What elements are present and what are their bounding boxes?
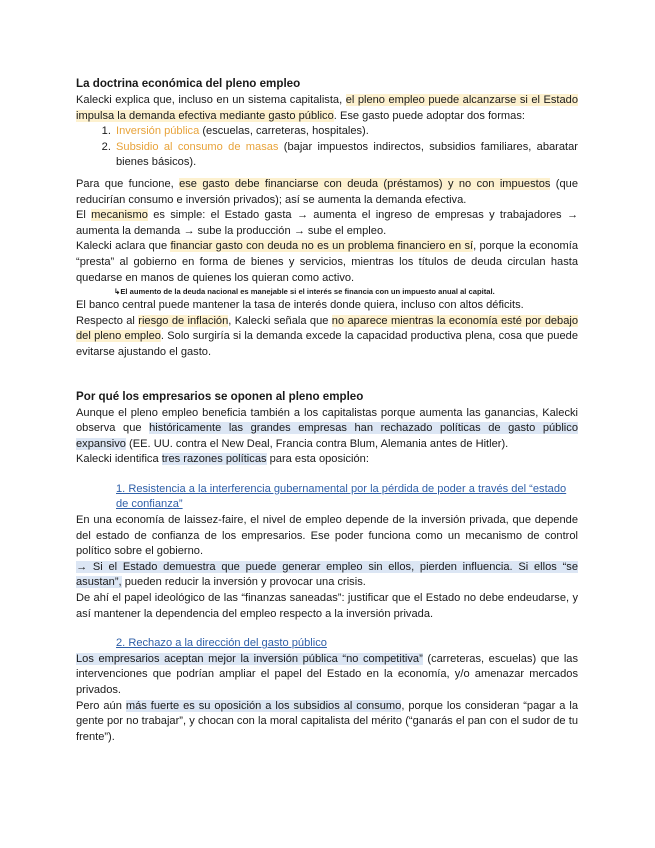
section-full-employment-doctrine	[76, 76, 578, 361]
paragraph: Kalecki explica que, incluso en un sistema capitalista, el pleno empleo puede alcanzarse si el Estado impulsa la demanda efectiva mediante gasto público. Ese gasto puede adoptar dos formas:	[76, 94, 578, 122]
list-item: 2. Subsidio al consumo de masas (bajar impuestos indirectos, subsidios familiares, abaratar bienes básicos).	[114, 140, 578, 171]
highlight: mecanismo	[91, 209, 148, 222]
subheading-link[interactable]: 2. Rechazo a la dirección del gasto público	[116, 637, 327, 650]
highlight: → Si el Estado demuestra que puede generar empleo sin ellos, pierden influencia. Si ellos “se asustan”,	[76, 560, 578, 589]
paragraph: → Si el Estado demuestra que puede generar empleo sin ellos, pierden influencia. Si ellos “se asustan”, pueden reducir la inversión y provocar una crisis.	[76, 560, 578, 589]
highlight: más fuerte es su oposición a los subsidios al consumo	[125, 699, 402, 712]
highlight: financiar gasto con deuda no es un problema financiero en sí	[170, 240, 474, 253]
paragraph: Kalecki identifica tres razones políticas para esta oposición:	[76, 453, 369, 466]
paragraph: Aunque el pleno empleo beneficia también a los capitalistas porque aumenta las ganancias, Kalecki observa que históricamente las grandes empresas han rechazado políticas de gasto público expansivo (EE. UU. contra el New Deal, Francia contra Blum, Alemania antes de Hitler).	[76, 406, 578, 450]
highlight: no aparece mientras la economía esté por debajo del pleno empleo	[76, 314, 579, 343]
section-title: La doctrina económica del pleno empleo	[76, 77, 301, 90]
highlight: ese gasto debe financiarse con deuda (préstamos) y no con impuestos	[179, 177, 551, 190]
paragraph: Respecto al riesgo de inflación, Kalecki señala que no aparece mientras la economía esté por debajo del pleno empleo. Solo surgiría si la demanda excede la capacidad productiva plena, cosa que puede evitarse ajustando el gasto.	[76, 314, 579, 358]
spending-forms-list	[76, 124, 578, 171]
section-business-opposition	[76, 389, 578, 746]
paragraph: Kalecki aclara que financiar gasto con deuda no es un problema financiero en sí, porque la economía “presta” al gobierno en forma de bienes y servicios, mientras los títulos de deuda circulan hasta quedarse en manos de quienes los quieran como activo.	[76, 240, 578, 284]
subheading-link[interactable]: 1. Resistencia a la interferencia gubernamental por la pérdida de poder a través del “estado de confianza”	[116, 482, 567, 511]
paragraph: De ahí el papel ideológico de las “finanzas saneadas”: justificar que el Estado no debe endeudarse, y así mantener la dependencia del empleo respecto a la inversión privada.	[76, 592, 578, 620]
paragraph: En una economía de laissez-faire, el nivel de empleo depende de la inversión privada, que depende del estado de confianza de los empresarios. Ese poder funciona como un mecanismo de control político sobre el gobierno.	[76, 514, 578, 558]
highlight: el pleno empleo puede alcanzarse si el Estado impulsa la demanda efectiva mediante gasto público	[76, 94, 578, 122]
footnote: ↳El aumento de la deuda nacional es manejable si el interés se financia con un impuesto anual al capital.	[114, 287, 495, 297]
highlight: Los empresarios aceptan mejor la inversión pública “no competitiva”	[76, 652, 423, 665]
highlight: riesgo de inflación	[138, 314, 229, 327]
paragraph: Pero aún más fuerte es su oposición a los subsidios al consumo, porque los consideran “pagar a la gente por no trabajar”, y chocan con la moral capitalista del mérito (“ganarás el pan con el sudor de tu frente”).	[76, 699, 579, 743]
paragraph: Los empresarios aceptan mejor la inversión pública “no competitiva” (carreteras, escuelas) que las intervenciones que podrían ampliar el papel del Estado en la economía, y/o amenazar mercados privados.	[76, 652, 578, 696]
paragraph: El mecanismo es simple: el Estado gasta → aumenta el ingreso de empresas y trabajadores → aumenta la demanda → sube la producción → sube el empleo.	[76, 209, 578, 237]
section-title: Por qué los empresarios se oponen al pleno empleo	[76, 389, 364, 403]
paragraph: El banco central puede mantener la tasa de interés donde quiera, incluso con altos déficits.	[76, 299, 524, 312]
paragraph: Para que funcione, ese gasto debe financiarse con deuda (préstamos) y no con impuestos (que reducirían consumo e inversión privados); así se aumenta la demanda efectiva.	[76, 177, 578, 206]
list-item: 1. Inversión pública (escuelas, carreteras, hospitales).	[114, 124, 578, 140]
highlight: históricamente las grandes empresas han rechazado políticas de gasto público expansivo	[76, 422, 578, 450]
highlight: tres razones políticas	[161, 453, 267, 466]
